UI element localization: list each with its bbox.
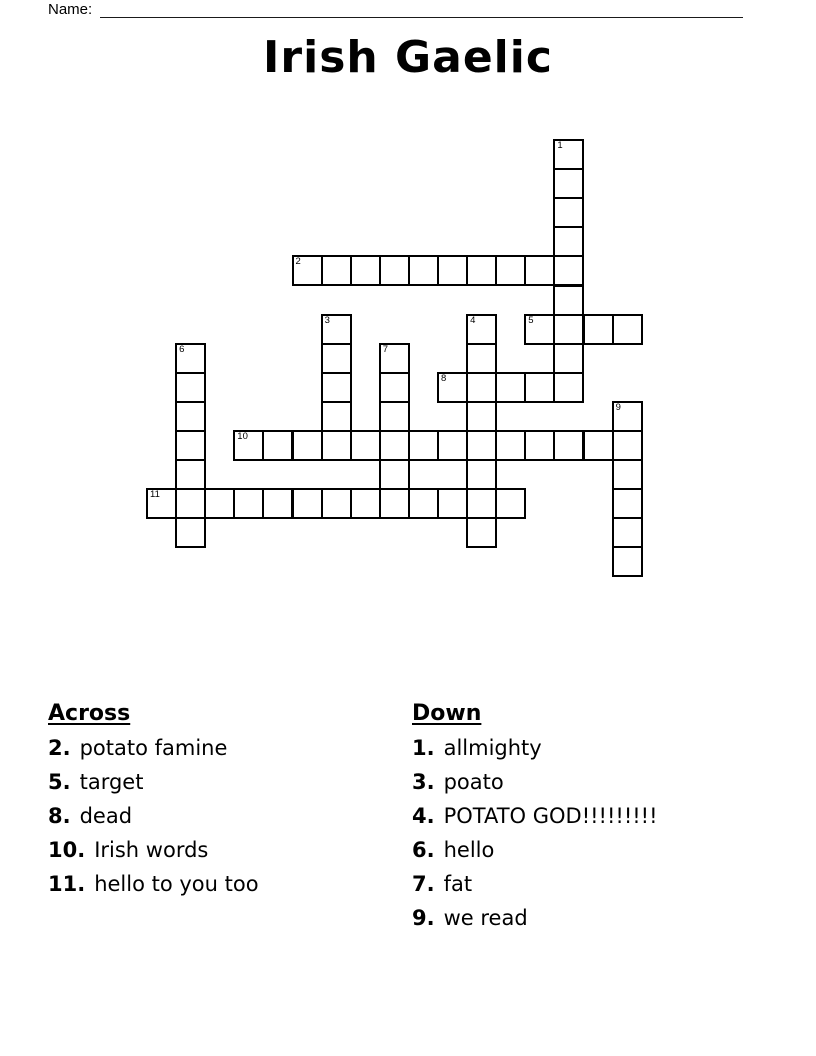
crossword-cell[interactable] — [321, 372, 352, 403]
clue-number: 1. — [412, 736, 435, 760]
cell-number: 7 — [382, 343, 389, 355]
clues-down-section — [412, 701, 772, 940]
crossword-cell[interactable] — [612, 546, 643, 577]
crossword-cell[interactable] — [379, 430, 410, 461]
crossword-cell[interactable] — [553, 372, 584, 403]
clue-item-across-10 — [48, 838, 388, 862]
crossword-cell[interactable] — [612, 488, 643, 519]
clue-number: 8. — [48, 804, 71, 828]
crossword-cell[interactable] — [466, 314, 497, 345]
crossword-cell[interactable] — [437, 488, 468, 519]
crossword-cell[interactable] — [379, 255, 410, 286]
crossword-cell[interactable] — [466, 517, 497, 548]
crossword-cell[interactable] — [612, 314, 643, 345]
crossword-cell[interactable] — [321, 401, 352, 432]
crossword-cell[interactable] — [321, 255, 352, 286]
crossword-grid — [146, 139, 643, 578]
clue-number: 7. — [412, 872, 435, 896]
crossword-cell[interactable] — [612, 401, 643, 432]
crossword-cell[interactable] — [612, 517, 643, 548]
crossword-cell[interactable] — [321, 343, 352, 374]
clue-item-across-5 — [48, 770, 388, 794]
across-heading: Across — [48, 701, 131, 726]
crossword-cell[interactable] — [495, 488, 526, 519]
clue-text: hello to you too — [94, 872, 259, 896]
crossword-cell[interactable] — [233, 488, 264, 519]
clue-item-across-8 — [48, 804, 388, 828]
crossword-cell[interactable] — [175, 459, 206, 490]
crossword-cell[interactable] — [466, 430, 497, 461]
crossword-cell[interactable] — [612, 430, 643, 461]
crossword-cell[interactable] — [321, 314, 352, 345]
crossword-cell[interactable] — [437, 430, 468, 461]
cell-number: 1 — [557, 140, 563, 151]
crossword-cell[interactable] — [350, 255, 381, 286]
clue-text: fat — [443, 872, 473, 896]
clue-text: allmighty — [443, 736, 542, 760]
crossword-cell[interactable] — [379, 401, 410, 432]
cell-number: 8 — [441, 372, 447, 384]
clue-number: 11. — [48, 872, 86, 896]
clue-number: 4. — [412, 804, 435, 828]
crossword-cell[interactable] — [292, 255, 323, 286]
crossword-cell[interactable] — [583, 430, 614, 461]
crossword-cell[interactable] — [262, 430, 293, 461]
crossword-cell[interactable] — [350, 488, 381, 519]
crossword-cell[interactable] — [292, 430, 323, 461]
crossword-cell[interactable] — [408, 430, 439, 461]
down-heading: Down — [412, 701, 482, 726]
clue-number: 3. — [412, 770, 435, 794]
crossword-cell[interactable] — [321, 430, 352, 461]
clue-text: dead — [79, 804, 133, 828]
crossword-cell[interactable] — [524, 372, 555, 403]
crossword-cell[interactable] — [553, 430, 584, 461]
crossword-cell[interactable] — [175, 343, 206, 374]
name-label: Name: — [48, 1, 93, 18]
crossword-cell[interactable] — [292, 488, 323, 519]
clue-number: 5. — [48, 770, 71, 794]
clue-text: potato famine — [79, 736, 228, 760]
crossword-cell[interactable] — [495, 255, 526, 286]
crossword-cell[interactable] — [553, 285, 584, 316]
clue-text: POTATO GOD!!!!!!!!! — [443, 804, 658, 828]
crossword-cell[interactable] — [466, 255, 497, 286]
crossword-cell[interactable] — [233, 430, 264, 461]
crossword-cell[interactable] — [175, 517, 206, 548]
crossword-cell[interactable] — [437, 255, 468, 286]
clue-item-down-3 — [412, 770, 772, 794]
crossword-cell[interactable] — [524, 314, 555, 345]
cell-number: 11 — [150, 489, 160, 501]
clue-item-down-6 — [412, 838, 772, 862]
crossword-cell[interactable] — [379, 488, 410, 519]
clue-item-down-7 — [412, 872, 772, 896]
crossword-cell[interactable] — [379, 459, 410, 490]
cell-number: 6 — [179, 343, 185, 355]
clue-item-across-11 — [48, 872, 388, 896]
crossword-cell[interactable] — [466, 401, 497, 432]
crossword-cell[interactable] — [466, 372, 497, 403]
crossword-cell[interactable] — [524, 430, 555, 461]
crossword-cell[interactable] — [466, 459, 497, 490]
cell-number: 4 — [470, 314, 476, 326]
clue-item-down-4 — [412, 804, 772, 828]
cell-number: 2 — [295, 256, 301, 268]
clue-text: poato — [443, 770, 504, 794]
crossword-cell[interactable] — [175, 430, 206, 461]
cell-number: 10 — [237, 431, 248, 442]
crossword-cell[interactable] — [553, 168, 584, 199]
crossword-cell[interactable] — [175, 372, 206, 403]
crossword-cell[interactable] — [379, 372, 410, 403]
crossword-cell[interactable] — [612, 459, 643, 490]
crossword-cell[interactable] — [408, 255, 439, 286]
crossword-cell[interactable] — [350, 430, 381, 461]
clue-number: 9. — [412, 906, 435, 930]
crossword-cell[interactable] — [583, 314, 614, 345]
crossword-cell[interactable] — [175, 488, 206, 519]
crossword-cell[interactable] — [553, 139, 584, 170]
clue-text: Irish words — [94, 838, 209, 862]
clue-number: 10. — [48, 838, 86, 862]
clue-text: we read — [443, 906, 528, 930]
crossword-cell[interactable] — [408, 488, 439, 519]
cell-number: 5 — [528, 314, 534, 326]
crossword-cell[interactable] — [553, 314, 584, 345]
crossword-cell[interactable] — [262, 488, 293, 519]
clue-number: 2. — [48, 736, 71, 760]
cell-number: 9 — [615, 401, 621, 413]
clue-text: hello — [443, 838, 495, 862]
clues-across-section — [48, 701, 388, 906]
crossword-cell[interactable] — [204, 488, 235, 519]
crossword-cell[interactable] — [175, 401, 206, 432]
crossword-cell[interactable] — [495, 372, 526, 403]
page-title: Irish Gaelic — [263, 32, 553, 83]
clue-item-down-1 — [412, 736, 772, 760]
clue-item-down-9 — [412, 906, 772, 930]
crossword-cell[interactable] — [321, 488, 352, 519]
crossword-cell[interactable] — [466, 343, 497, 374]
name-input-line[interactable] — [100, 0, 743, 18]
clue-number: 6. — [412, 838, 435, 862]
cell-number: 3 — [324, 314, 330, 326]
crossword-cell[interactable] — [437, 372, 468, 403]
crossword-cell[interactable] — [495, 430, 526, 461]
crossword-cell[interactable] — [524, 255, 555, 286]
crossword-cell[interactable] — [466, 488, 497, 519]
clue-item-across-2 — [48, 736, 388, 760]
crossword-cell[interactable] — [553, 343, 584, 374]
crossword-cell[interactable] — [553, 226, 584, 257]
crossword-cell[interactable] — [553, 197, 584, 228]
clue-text: target — [79, 770, 144, 794]
crossword-cell[interactable] — [379, 343, 410, 374]
crossword-cell[interactable] — [146, 488, 177, 519]
crossword-cell[interactable] — [553, 255, 584, 286]
